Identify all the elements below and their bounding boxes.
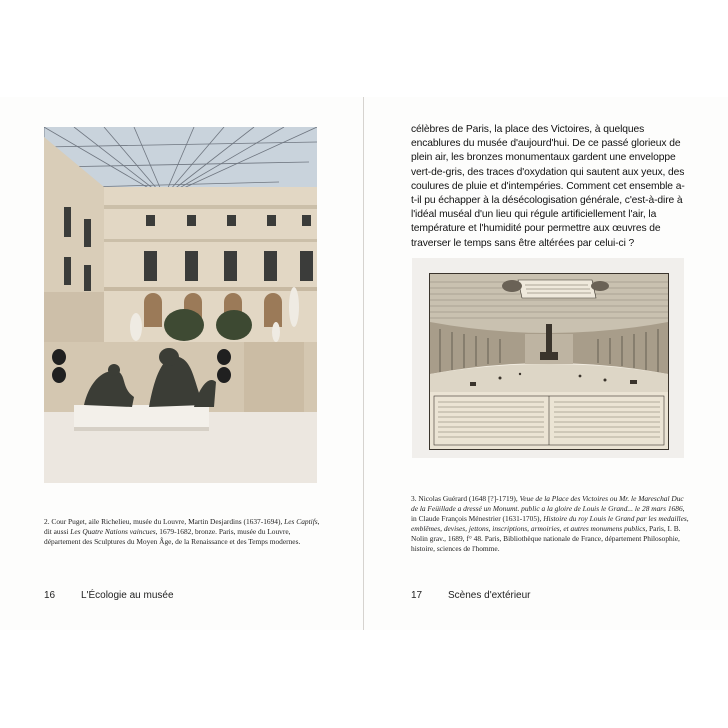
caption-text: 3. Nicolas Guérard (1648 [?]-1719), xyxy=(411,494,520,503)
body-paragraph: célèbres de Paris, la place des Victoires, à quelques encablures du musée d'aujourd'hui. De ce passé glorieux de plein air, les bronzes monumentaux gardent une enveloppe vert-de-gris, des traces d'oxydation qui sautent aux yeux, des coulures de pluie et d'intempéries. Comment cet ensemble a-t-il pu échapper à la désécologisation générale, c'est-à-dire à l'idéal muséal d'un lieu qui régule artificiellement l'air, la température et l'humidité pour permettre aux œuvres de traverser le temps sans être altérées par celui-ci ? xyxy=(411,124,685,249)
caption-text: , Paris, I. B. Nolin grav., 1689, f° 48. Paris, Bibliothèque nationale de France, département Philosophie, histoire, sciences de l'homme. xyxy=(411,524,681,553)
caption-text: , in Claude François Ménestrier (1631-1705), xyxy=(411,504,685,523)
caption-text: , dit aussi xyxy=(44,517,320,536)
caption-book-title: Histoire du roy Louis le Grand par les medailles, emblêmes, devises, jettons, inscriptions, armoiries, et autres monumens publics xyxy=(411,514,689,533)
page-number-right: 17 xyxy=(411,590,423,601)
right-page xyxy=(364,97,728,630)
page-number-left: 16 xyxy=(44,590,56,601)
caption-artwork-title: Les Captifs xyxy=(284,517,318,526)
figure-3-frame xyxy=(412,258,684,458)
caption-artwork-title: Veue de la Place des Victoires ou Mr. le Mareschal Duc de la Feüillade a dressé un Monumt. public a la gloire de Louis le Grand... le 28 mars 1686 xyxy=(411,494,684,513)
figure-3-caption xyxy=(411,494,691,554)
figure-2-caption xyxy=(44,517,322,547)
louvre-cour-puget-photo xyxy=(44,127,317,483)
caption-text: 2. Cour Puget, aile Richelieu, musée du Louvre, Martin Desjardins (1637-1694), xyxy=(44,517,285,526)
caption-artwork-title: Les Quatre Nations vaincues xyxy=(70,527,156,536)
caption-text: , 1679-1682, bronze. Paris, musée du Louvre, département des Sculptures du Moyen Âge, de la Renaissance et des Temps modernes. xyxy=(44,527,301,546)
running-title-left: L'Écologie au musée xyxy=(81,590,174,601)
place-des-victoires-engraving xyxy=(429,273,669,450)
left-page xyxy=(0,97,363,630)
running-title-right: Scènes d'extérieur xyxy=(448,590,531,601)
